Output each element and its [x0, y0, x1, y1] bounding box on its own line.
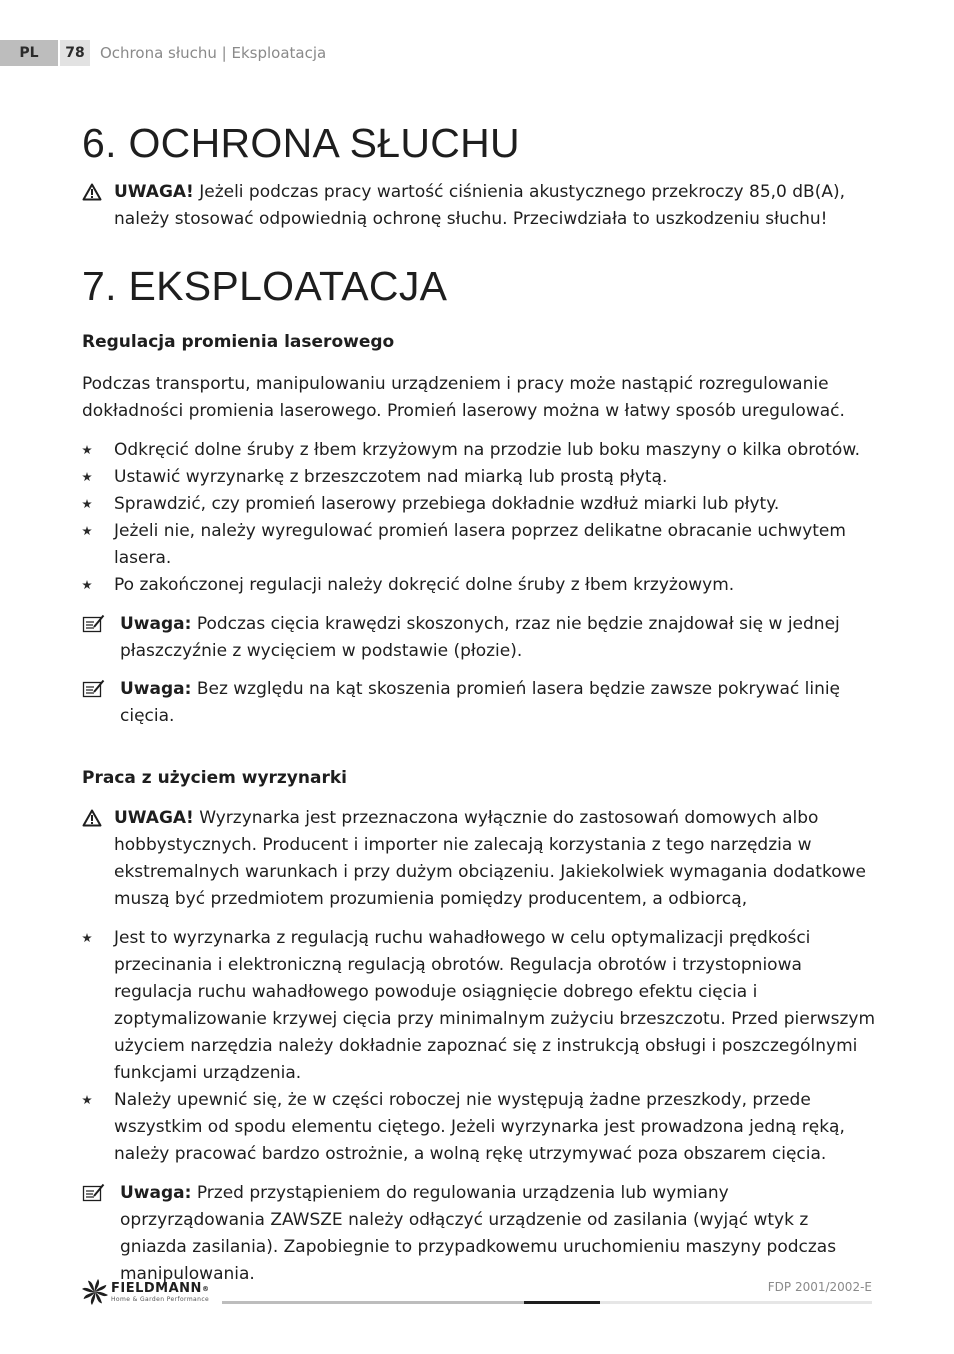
- list-item: Odkręcić dolne śruby z łbem krzyżowym na przodzie lub boku maszyny o kilka obrotów.: [82, 437, 877, 464]
- language-tab: PL: [0, 40, 58, 66]
- note-block: [82, 1180, 877, 1288]
- note-block: [82, 611, 877, 665]
- warning-body: Jeżeli podczas pracy wartość ciśnienia akustycznego przekroczy 85,0 dB(A), należy stosować odpowiednią ochronę słuchu. Przeciwdziała to uszkodzeniu słuchu!: [114, 182, 846, 229]
- note-pencil-icon: [82, 676, 120, 730]
- model-number: FDP 2001/2002-E: [767, 1280, 872, 1294]
- gear-bullet-icon: [82, 491, 114, 518]
- gear-bullet-icon: [82, 464, 114, 491]
- page-header: [0, 40, 326, 66]
- subsection-heading: Regulacja promienia laserowego: [82, 332, 395, 352]
- usage-list: [82, 925, 877, 1168]
- gear-bullet-icon: [82, 572, 114, 599]
- footer-rule: [222, 1301, 872, 1304]
- note-pencil-icon: [82, 611, 120, 665]
- note-label: Uwaga:: [120, 679, 192, 699]
- page-number: 78: [60, 40, 90, 66]
- warning-label: UWAGA!: [114, 808, 194, 828]
- section6-warning: [82, 179, 877, 233]
- fan-logo-icon: [82, 1278, 108, 1306]
- warning-triangle-icon: [82, 179, 114, 233]
- list-item: Należy upewnić się, że w części roboczej nie występują żadne przeszkody, przede wszystkim od spodu elementu ciętego. Jeżeli wyrzynarka jest prowadzona jedną ręką, należy pracować bardzo ostrożnie, a wolną rękę utrzymywać poza obszarem cięcia.: [82, 1087, 877, 1168]
- intro-paragraph: Podczas transportu, manipulowaniu urządzeniem i pracy może nastąpić rozregulowanie dokładności promienia laserowego. Promień laserowy można w łatwy sposób uregulować.: [82, 374, 845, 421]
- note-pencil-icon: [82, 1180, 120, 1288]
- list-item: Ustawić wyrzynarkę z brzeszczotem nad miarką lub prostą płytą.: [82, 464, 877, 491]
- usage-warning: [82, 805, 877, 913]
- warning-triangle-icon: [82, 805, 114, 913]
- running-title: Ochrona słuchu | Eksploatacja: [100, 44, 327, 62]
- note-text: Uwaga: Bez względu na kąt skoszenia promień lasera będzie zawsze pokrywać linię cięcia.: [120, 679, 841, 726]
- list-item: Jeżeli nie, należy wyregulować promień lasera poprzez delikatne obracanie uchwytem lasera.: [82, 518, 877, 572]
- adjustment-steps-list: [82, 437, 877, 599]
- page-footer: [82, 1278, 872, 1308]
- brand-name: FIELDMANN®: [111, 1280, 210, 1296]
- gear-bullet-icon: [82, 1087, 114, 1168]
- brand-tagline: Home & Garden Performance: [111, 1295, 210, 1303]
- gear-bullet-icon: [82, 437, 114, 464]
- warning-text: [114, 179, 877, 233]
- section7-title: 7. EKSPLOATACJA: [82, 263, 448, 309]
- brand-logo: [82, 1278, 209, 1306]
- warning-text: UWAGA! Wyrzynarka jest przeznaczona wyłącznie do zastosowań domowych albo hobbystycznych. Producent i importer nie zalecają korzystania z tego narzędzia w ekstremalnych warunkach i przy dużym obciązeniu. Jakiekolwiek wymagania dodatkowe muszą być przedmiotem prozumienia pomiędzy producentem, a odbiorcą,: [114, 808, 866, 909]
- gear-bullet-icon: [82, 925, 114, 1087]
- list-item: Jest to wyrzynarka z regulacją ruchu wahadłowego w celu optymalizacji prędkości przecinania i elektroniczną regulacją obrotów. Regulacja obrotów i trzystopniowa regulacja ruchu wahadłowego powoduje osiągnięcie dobrego efektu cięcia i zoptymalizowanie krzywej cięcia przy minimalnym zużyciu brzeszczotu. Przed pierwszym użyciem narzędzia należy dokładnie zapoznać się z instrukcją obsługi i poszczególnymi funkcjami urządzenia.: [82, 925, 877, 1087]
- note-label: Uwaga:: [120, 614, 192, 634]
- note-block: [82, 676, 877, 730]
- list-item: Sprawdzić, czy promień laserowy przebiega dokładnie wzdłuż miarki lub płyty.: [82, 491, 877, 518]
- note-label: Uwaga:: [120, 1183, 192, 1203]
- warning-label: UWAGA!: [114, 182, 194, 202]
- note-text: Uwaga: Podczas cięcia krawędzi skoszonych, rzaz nie będzie znajdował się w jednej płaszczyźnie z wycięciem w podstawie (płozie).: [120, 614, 840, 661]
- note-text: Uwaga: Przed przystąpieniem do regulowania urządzenia lub wymiany oprzyrządowania ZAWSZE należy odłączyć urządzenie od zasilania (wyjąć wtyk z gniazda zasilania). Zapobiegnie to przypadkowemu uruchomieniu maszyny podczas manipulowania.: [120, 1183, 837, 1284]
- page-content: [82, 120, 877, 1288]
- subsection-heading: Praca z użyciem wyrzynarki: [82, 768, 347, 788]
- gear-bullet-icon: [82, 518, 114, 572]
- section6-title: 6. OCHRONA SŁUCHU: [82, 120, 520, 166]
- list-item: Po zakończonej regulacji należy dokręcić dolne śruby z łbem krzyżowym.: [82, 572, 877, 599]
